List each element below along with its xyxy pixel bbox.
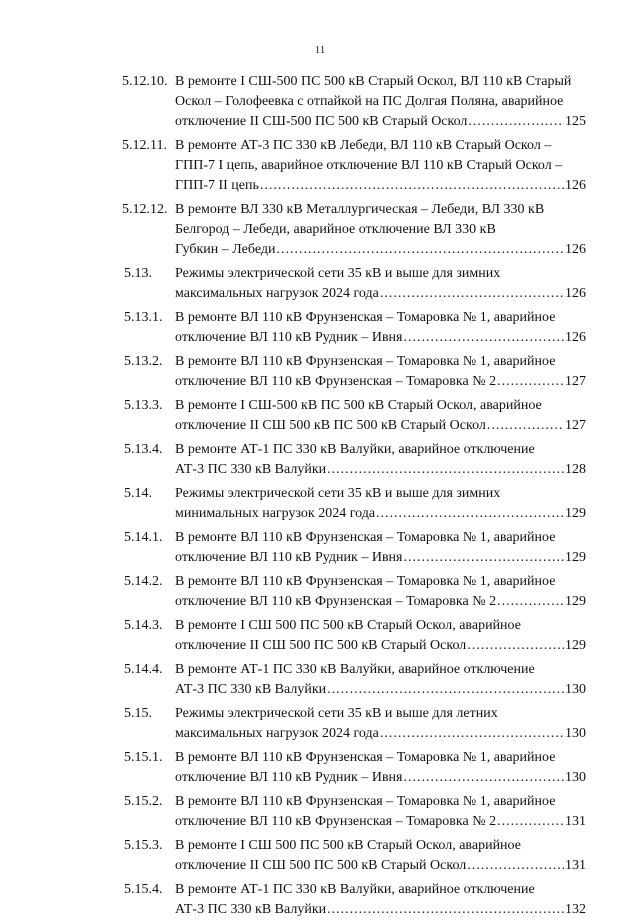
toc-entry[interactable] — [0, 660, 640, 700]
toc-entry-page: 129 — [565, 550, 586, 565]
toc-leader-dots — [497, 592, 564, 612]
toc-entry-line — [175, 572, 586, 592]
toc-entry-title-text: Режимы электрической сети 35 кВ и выше для зимних — [175, 266, 501, 281]
toc-entry-title-text: В ремонте АТ-1 ПС 330 кВ Валуйки, аварийное отключение — [175, 662, 535, 677]
toc-leader-dots — [327, 680, 564, 700]
toc-entry-line — [175, 748, 586, 768]
toc-entry-line — [175, 308, 586, 328]
toc-entry-title-text: отключение II СШ 500 кВ ПС 500 кВ Старый Оскол — [175, 418, 486, 433]
toc-entry-line — [175, 72, 586, 92]
toc-entry-title-text: ГПП-7 I цепь, аварийное отключение ВЛ 110 кВ Старый Оскол – — [175, 158, 563, 173]
toc-leader-dots — [468, 112, 564, 132]
toc-leader-dots — [260, 176, 564, 196]
toc-entry-line — [175, 616, 586, 636]
toc-entry-page: 126 — [565, 242, 586, 257]
toc-entry[interactable] — [0, 352, 640, 392]
toc-leader-dots — [327, 900, 564, 920]
toc-entry-title-text: отключение ВЛ 110 кВ Рудник – Ивня — [175, 330, 403, 345]
toc-leader-dots — [380, 724, 564, 744]
toc-entry-title-text: В ремонте I СШ 500 ПС 500 кВ Старый Оскол, аварийное — [175, 838, 521, 853]
toc-entry-line — [175, 200, 586, 220]
toc-entry[interactable] — [0, 836, 640, 876]
toc-entry[interactable] — [0, 572, 640, 612]
toc-entry-line — [175, 812, 586, 832]
toc-entry-title-text: Оскол – Голофеевка с отпайкой на ПС Долгая Поляна, аварийное — [175, 94, 564, 109]
toc-entry-line — [175, 112, 586, 132]
toc-entry-title-text: АТ-3 ПС 330 кВ Валуйки — [175, 682, 327, 697]
toc-entry-title-text: ГПП-7 II цепь — [175, 178, 259, 193]
toc-entry-line — [175, 352, 586, 372]
toc-entry-page: 126 — [565, 178, 586, 193]
toc-entry-number: 5.15.3. — [124, 838, 163, 853]
toc-entry-page: 131 — [565, 858, 586, 873]
toc-entry-number: 5.14.1. — [124, 530, 163, 545]
toc-entry[interactable] — [0, 792, 640, 832]
toc-entry-page: 130 — [565, 770, 586, 785]
toc-entry-line — [175, 856, 586, 876]
toc-entry-page: 132 — [565, 902, 586, 917]
toc-entry-page: 125 — [565, 114, 586, 129]
toc-entry-number: 5.13.1. — [124, 310, 163, 325]
toc-entry-title-text: В ремонте АТ-3 ПС 330 кВ Лебеди, ВЛ 110 кВ Старый Оскол – — [175, 138, 552, 153]
toc-entry-line — [175, 264, 586, 284]
toc-entry-number: 5.15. — [124, 706, 152, 721]
toc-entry[interactable] — [0, 136, 640, 196]
toc-entry-line — [175, 704, 586, 724]
toc-entry-line — [175, 660, 586, 680]
toc-leader-dots — [467, 636, 564, 656]
toc-entry-number: 5.13.4. — [124, 442, 163, 457]
toc-entry-line — [175, 768, 586, 788]
toc-entry-title-text: В ремонте ВЛ 110 кВ Фрунзенская – Томаровка № 1, аварийное — [175, 310, 556, 325]
toc-entry-page: 128 — [565, 462, 586, 477]
toc-leader-dots — [327, 460, 564, 480]
toc-entry[interactable] — [0, 748, 640, 788]
toc-entry-number: 5.12.12. — [122, 202, 168, 217]
toc-entry-page: 129 — [565, 594, 586, 609]
toc-entry-title-text: Режимы электрической сети 35 кВ и выше для летних — [175, 706, 498, 721]
toc-entry[interactable] — [0, 200, 640, 260]
toc-entry[interactable] — [0, 308, 640, 348]
toc-entry-number: 5.12.11. — [122, 138, 167, 153]
toc-entry-title-text: В ремонте ВЛ 110 кВ Фрунзенская – Томаровка № 1, аварийное — [175, 530, 556, 545]
toc-entry-title-text: В ремонте I СШ-500 кВ ПС 500 кВ Старый Оскол, аварийное — [175, 398, 542, 413]
toc-entry-number: 5.15.1. — [124, 750, 163, 765]
toc-entry-line — [175, 548, 586, 568]
toc-entry-number: 5.13.2. — [124, 354, 163, 369]
toc-entry[interactable] — [0, 616, 640, 656]
toc-entry-title-text: отключение II СШ 500 ПС 500 кВ Старый Оскол — [175, 638, 467, 653]
toc-entry-line — [175, 176, 586, 196]
toc-entry-line — [175, 680, 586, 700]
toc-entry-title-text: отключение ВЛ 110 кВ Рудник – Ивня — [175, 550, 403, 565]
toc-entry-number: 5.12.10. — [122, 74, 168, 89]
toc-entry-line — [175, 792, 586, 812]
toc-entry-title-text: максимальных нагрузок 2024 года — [175, 726, 379, 741]
toc-entry-line — [175, 836, 586, 856]
toc-entry-line — [175, 156, 586, 176]
toc-leader-dots — [404, 548, 565, 568]
toc-entry[interactable] — [0, 484, 640, 524]
toc-leader-dots — [497, 812, 564, 832]
toc-entry-title-text: АТ-3 ПС 330 кВ Валуйки — [175, 902, 327, 917]
toc-entry-line — [175, 372, 586, 392]
toc-entry-number: 5.15.2. — [124, 794, 163, 809]
toc-entry-title-text: отключение II СШ-500 ПС 500 кВ Старый Оскол — [175, 114, 468, 129]
toc-entry-title-text: В ремонте ВЛ 110 кВ Фрунзенская – Томаровка № 1, аварийное — [175, 750, 556, 765]
toc-leader-dots — [380, 284, 564, 304]
toc-entry-title-text: отключение ВЛ 110 кВ Фрунзенская – Томаровка № 2 — [175, 374, 497, 389]
toc-entry-line — [175, 92, 586, 112]
toc-leader-dots — [404, 768, 565, 788]
toc-entry-line — [175, 592, 586, 612]
toc-entry[interactable] — [0, 440, 640, 480]
toc-entry-page: 126 — [565, 330, 586, 345]
toc-entry-line — [175, 724, 586, 744]
toc-entry-page: 127 — [565, 418, 586, 433]
toc-entry-line — [175, 220, 586, 240]
toc-entry-title-text: В ремонте ВЛ 330 кВ Металлургическая – Лебеди, ВЛ 330 кВ — [175, 202, 545, 217]
toc-entry-title-text: Губкин – Лебеди — [175, 242, 276, 257]
toc-entry-line — [175, 528, 586, 548]
toc-entry-title-text: отключение ВЛ 110 кВ Фрунзенская – Томаровка № 2 — [175, 594, 497, 609]
toc-entry-line — [175, 504, 586, 524]
toc-entry-line — [175, 136, 586, 156]
toc-entry-title-text: Белгород – Лебеди, аварийное отключение ВЛ 330 кВ — [175, 222, 496, 237]
toc-entry[interactable] — [0, 396, 640, 436]
toc-entry[interactable] — [0, 72, 640, 132]
toc-entry-line — [175, 284, 586, 304]
toc-entry-title-text: В ремонте АТ-1 ПС 330 кВ Валуйки, аварийное отключение — [175, 882, 535, 897]
toc-entry-page: 127 — [565, 374, 586, 389]
toc-entry-number: 5.15.4. — [124, 882, 163, 897]
toc-leader-dots — [276, 240, 564, 260]
toc-entry-line — [175, 636, 586, 656]
toc-entry-page: 129 — [565, 638, 586, 653]
toc-entry-line — [175, 240, 586, 260]
toc-entry-number: 5.14.2. — [124, 574, 163, 589]
toc-entry-page: 130 — [565, 682, 586, 697]
toc-leader-dots — [376, 504, 564, 524]
toc-entry[interactable] — [0, 880, 640, 920]
toc-entry-page: 130 — [565, 726, 586, 741]
toc-entry-title-text: В ремонте АТ-1 ПС 330 кВ Валуйки, аварийное отключение — [175, 442, 535, 457]
toc-entry-title-text: максимальных нагрузок 2024 года — [175, 286, 379, 301]
toc-entry[interactable] — [0, 704, 640, 744]
toc-entry-page: 129 — [565, 506, 586, 521]
toc-entry-line — [175, 416, 586, 436]
toc-entry-line — [175, 880, 586, 900]
toc-entry-line — [175, 328, 586, 348]
toc-entry-number: 5.13.3. — [124, 398, 163, 413]
toc-entry-title-text: отключение ВЛ 110 кВ Рудник – Ивня — [175, 770, 403, 785]
toc-leader-dots — [467, 856, 564, 876]
toc-entry-title-text: В ремонте ВЛ 110 кВ Фрунзенская – Томаровка № 1, аварийное — [175, 794, 556, 809]
toc-entry-title-text: В ремонте ВЛ 110 кВ Фрунзенская – Томаровка № 1, аварийное — [175, 574, 556, 589]
toc-entry-title-text: минимальных нагрузок 2024 года — [175, 506, 376, 521]
toc-entry-line — [175, 484, 586, 504]
toc-entry-page: 126 — [565, 286, 586, 301]
toc-entry-line — [175, 396, 586, 416]
toc-entry-title-text: Режимы электрической сети 35 кВ и выше для зимних — [175, 486, 501, 501]
toc-entry-title-text: отключение ВЛ 110 кВ Фрунзенская – Томаровка № 2 — [175, 814, 497, 829]
toc-entry-title-text: АТ-3 ПС 330 кВ Валуйки — [175, 462, 327, 477]
toc-entry-title-text: В ремонте I СШ-500 ПС 500 кВ Старый Оскол, ВЛ 110 кВ Старый — [175, 74, 572, 89]
toc-entry-number: 5.13. — [124, 266, 152, 281]
toc-leader-dots — [497, 372, 564, 392]
toc-entry-line — [175, 440, 586, 460]
toc-entry-title-text: В ремонте I СШ 500 ПС 500 кВ Старый Оскол, аварийное — [175, 618, 521, 633]
toc-entry-number: 5.14.4. — [124, 662, 163, 677]
toc-entry-title-text: В ремонте ВЛ 110 кВ Фрунзенская – Томаровка № 1, аварийное — [175, 354, 556, 369]
toc-entry-title-text: отключение II СШ 500 ПС 500 кВ Старый Оскол — [175, 858, 467, 873]
toc-entry-line — [175, 900, 586, 920]
toc-entry-page: 131 — [565, 814, 586, 829]
page-number: 11 — [314, 44, 326, 56]
toc-leader-dots — [487, 416, 564, 436]
toc-entry[interactable] — [0, 528, 640, 568]
toc-entry-number: 5.14.3. — [124, 618, 163, 633]
toc-entry-line — [175, 460, 586, 480]
toc-entry-number: 5.14. — [124, 486, 152, 501]
toc-leader-dots — [404, 328, 565, 348]
toc-entry[interactable] — [0, 264, 640, 304]
